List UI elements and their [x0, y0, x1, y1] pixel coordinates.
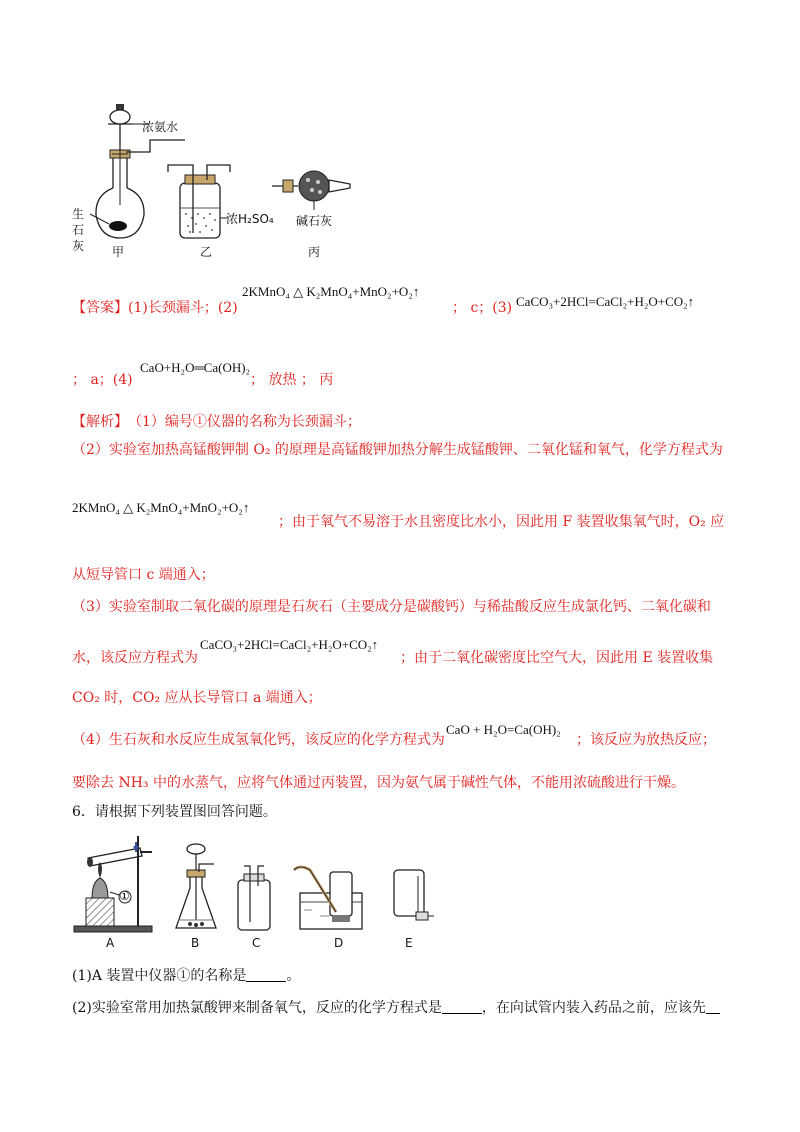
q2-blank-2[interactable] — [706, 999, 720, 1014]
label-jia: 甲 — [112, 245, 125, 259]
analysis-line-9: 要除去 NH₃ 中的水蒸气，应将气体通过丙装置，因为氨气属于碱性气体，不能用浓硫酸进行干燥。 — [72, 775, 685, 791]
label-yi: 乙 — [200, 245, 213, 259]
question-6-title: 6．请根据下列装置图回答问题。 — [72, 804, 277, 820]
equation-caco3-2: CaCO₃+2HCl=CaCl₂+H₂O+CO₂↑ — [200, 637, 379, 652]
q2-blank[interactable] — [442, 999, 482, 1014]
label-nh3-water: 浓氨水 — [142, 120, 179, 134]
label-D: D — [334, 936, 344, 950]
analysis-line-8b: ；该反应为放热反应； — [576, 732, 716, 748]
label-B: B — [191, 936, 200, 950]
answer-part4: ； 放热 ； 丙 — [250, 372, 334, 388]
analysis-line-8a: （4）生石灰和水反应生成氢氧化钙，该反应的化学方程式为 — [72, 732, 445, 748]
equation-cao: CaO+H₂O═Ca(OH)₂ — [140, 360, 251, 375]
analysis-tag: 【解析】 — [72, 414, 128, 430]
q1-text: (1)A 装置中仪器①的名称是 — [72, 968, 247, 984]
answer-tag: 【答案】 — [72, 300, 128, 316]
answer-part3: ； a；(4) — [72, 372, 133, 388]
analysis-line-1: （1）编号①仪器的名称为长颈漏斗； — [128, 414, 361, 430]
analysis-line-2: （2）实验室加热高锰酸钾制 O₂ 的原理是高锰酸钾加热分解生成锰酸钾、二氧化锰和氧气，化学方程式为 — [72, 442, 723, 458]
analysis-line-7: CO₂ 时，CO₂ 应从长导管口 a 端通入； — [72, 690, 322, 706]
equation-caco3: CaCO₃+2HCl=CaCl₂+H₂O+CO₂↑ — [516, 294, 695, 309]
question-6-part-2 — [72, 998, 720, 1018]
analysis-line-6a: 水，该反应方程式为 — [72, 650, 198, 666]
analysis-line-5: （3）实验室制取二氧化碳的原理是石灰石（主要成分是碳酸钙）与稀盐酸反应生成氯化钙、二氧化碳和 — [72, 599, 711, 615]
equation-kmno4: 2KMnO₄ △ K₂MnO₄+MnO₂+O₂↑ — [242, 284, 420, 299]
label-quicklime-1: 生 — [72, 207, 85, 221]
answer-part1: (1)长颈漏斗；(2) — [128, 300, 238, 316]
label-sodalime: 碱石灰 — [296, 214, 333, 228]
q2-text: (2)实验室常用加热氯酸钾来制备氧气，反应的化学方程式是 — [72, 1000, 442, 1016]
answer-part2: ； c；(3) — [452, 300, 513, 316]
label-E: E — [405, 936, 413, 950]
analysis-line-6b: ；由于二氧化碳密度比空气大，因此用 E 装置收集 — [400, 650, 714, 666]
equation-kmno4-2: 2KMnO₄ △ K₂MnO₄+MnO₂+O₂↑ — [72, 500, 250, 515]
analysis-line-4: 从短导管口 c 端通入； — [72, 567, 215, 583]
equation-cao-2: CaO + H₂O=Ca(OH)₂ — [446, 722, 561, 737]
label-bing: 丙 — [308, 245, 321, 259]
analysis-line-3: ；由于氧气不易溶于水且密度比水小，因此用 F 装置收集氧气时，O₂ 应 — [278, 514, 725, 530]
q2-text-2: ，在向试管内装入药品之前，应该先 — [481, 1000, 706, 1016]
label-quicklime-2: 石 — [72, 223, 85, 237]
label-A: A — [106, 936, 115, 950]
label-quicklime-3: 灰 — [72, 239, 85, 253]
q1-end: 。 — [286, 968, 301, 984]
q1-blank[interactable] — [246, 967, 286, 982]
label-h2so4: 浓H₂SO₄ — [226, 212, 274, 226]
label-circled-1: ① — [119, 889, 130, 903]
question-6-part-1 — [72, 966, 300, 986]
label-C: C — [252, 936, 261, 950]
